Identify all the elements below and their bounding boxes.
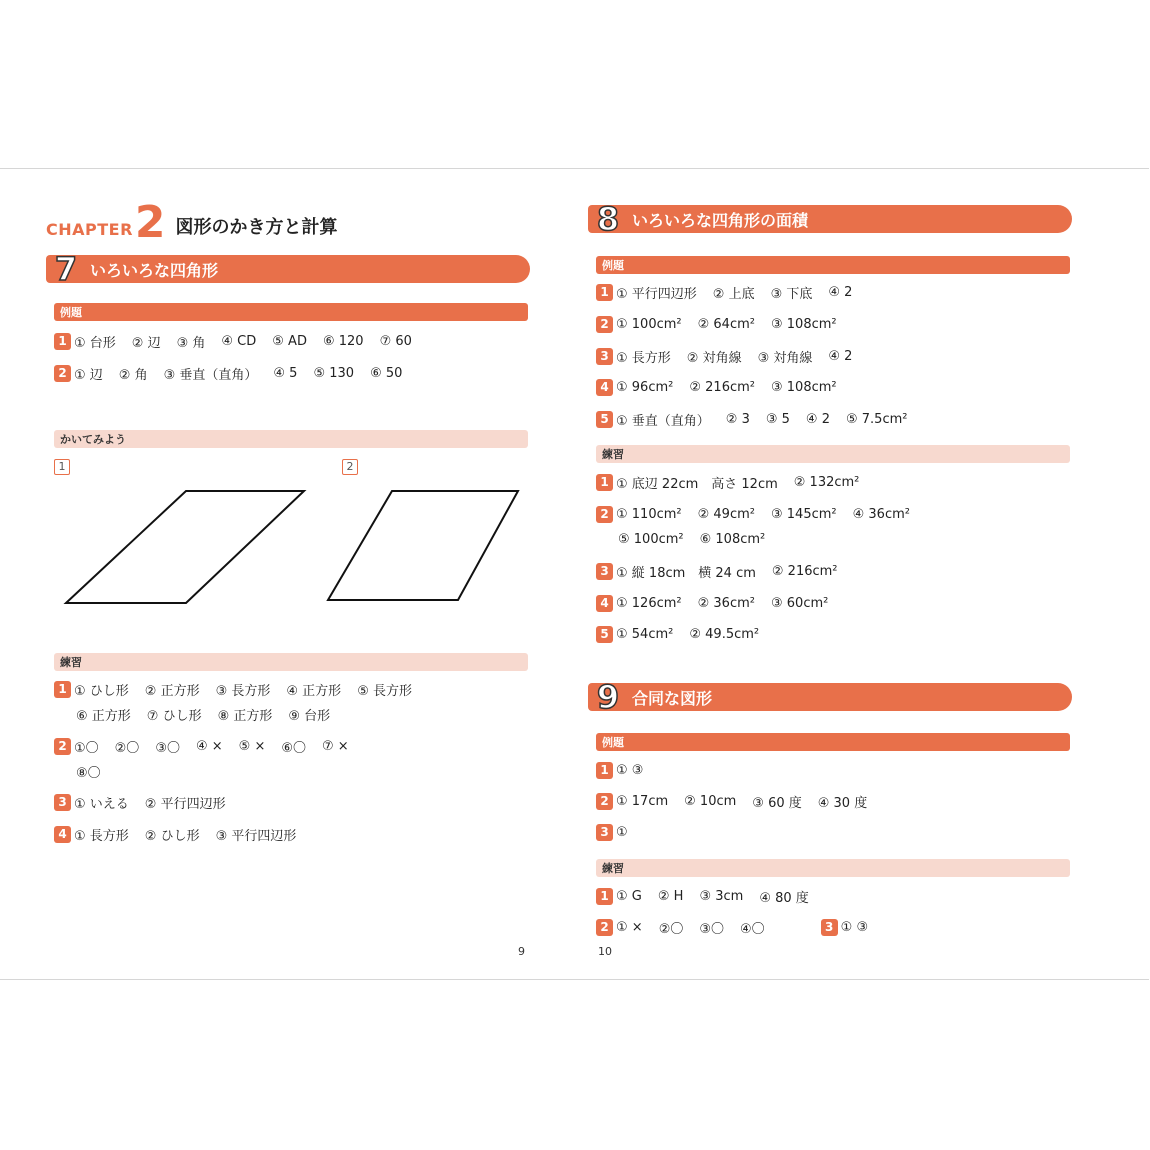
answer-row [596,313,853,335]
answer-row [596,592,844,614]
page-number: 9 [518,945,525,958]
question-number: 2 [596,793,613,810]
answer: ④ 80 度 [759,890,809,906]
section-9-header [588,678,1072,716]
answer: ① [616,824,628,840]
section-8-header [588,200,1072,238]
page-number: 10 [598,945,612,958]
answer: ① ひし形 [74,683,129,699]
answer: ④ CD [221,333,257,349]
answer: ③ 108cm² [770,379,837,395]
question-number: 3 [596,348,613,365]
answer-row [54,330,428,352]
answer: ② 3 [725,411,750,427]
answer: ④ 36cm² [852,506,910,522]
right-page [588,169,1072,979]
answer: ① 台形 [74,335,116,351]
question-number: 4 [596,379,613,396]
answer: ① 辺 [74,367,103,383]
question-number: 2 [596,316,613,333]
answer: ① 126cm² [616,595,682,611]
answer-row [596,790,883,812]
answer-row [596,916,884,938]
answer: ② 49cm² [697,506,755,522]
answer-row [54,791,242,813]
answer: ② 132cm² [793,474,860,490]
answer: ① 垂直（直角） [616,413,710,429]
answer: ② 49.5cm² [689,626,760,642]
drawing-number-2: 2 [342,459,358,475]
answer: ② 正方形 [144,683,200,699]
question-number: 4 [596,595,613,612]
chapter-word: CHAPTER [46,220,133,239]
answer-row [54,362,418,384]
answer: ②〇 [114,740,140,756]
question-number: 2 [54,365,71,382]
answer-row [596,376,853,398]
answer: ① ③ [840,919,869,935]
answer: ⑥〇 [281,740,306,756]
answer: ③〇 [155,740,180,756]
question-number: 2 [596,506,613,523]
answer: ① 17cm [616,793,669,809]
question-number: 3 [821,919,838,936]
answer-row [54,735,365,757]
answer: ⑥ 120 [322,333,364,349]
answer: ④ 2 [805,411,830,427]
question-number: 3 [596,563,613,580]
answer-row [596,281,868,303]
answer: ① ③ [616,762,644,778]
answer-row [596,345,868,367]
answer: ③ 3cm [699,888,744,904]
answer: ① 100cm² [616,316,682,332]
answer: ① 54cm² [616,626,674,642]
answer-row [596,471,875,493]
question-number: 1 [596,474,613,491]
answer: ⑤ × [238,738,266,754]
answer: ④ 30 度 [817,795,868,811]
answer: ② 216cm² [771,563,838,579]
question-number: 1 [54,333,71,350]
parallelogram-shape-1 [66,491,304,603]
answer-row [54,678,428,700]
chapter-heading [46,197,338,248]
answer: ① 110cm² [616,506,682,522]
question-number: 5 [596,626,613,643]
answer: ② 辺 [131,335,161,351]
book-spread [0,168,1149,980]
question-number: 3 [596,824,613,841]
section-title: いろいろな四角形 [90,260,219,280]
answer: ③ 対角線 [757,350,813,366]
answer: ① G [616,888,642,904]
answer: ⑧ 正方形 [217,708,273,724]
answer: ⑤ 7.5cm² [845,411,908,427]
answer: ⑥ 50 [370,365,403,381]
answer: ④ 5 [273,365,298,381]
answer: ① 長方形 [616,350,671,366]
answer: ⑧〇 [76,765,101,781]
example-label: 例題 [596,733,1070,751]
answer: ③ 145cm² [770,506,837,522]
answer: ③ 60 度 [752,795,802,811]
question-number: 1 [596,888,613,905]
left-page [46,169,530,979]
answer: ② 平行四辺形 [144,796,226,812]
practice-label: 練習 [596,445,1070,463]
answer: ① いえる [74,796,129,812]
answer-row [596,759,659,781]
answer: ⑤ 100cm² [618,531,684,547]
section-number: 7 [54,250,78,288]
answer: ③ 長方形 [215,683,271,699]
answer-row [596,623,775,645]
drawing-number-1: 1 [54,459,70,475]
answer: ① 底辺 22cm 高さ 12cm [616,476,778,492]
answer-row [76,703,346,725]
example-label: 例題 [596,256,1070,274]
answer: ① 96cm² [616,379,674,395]
practice-label: 練習 [54,653,528,671]
question-number: 4 [54,826,71,843]
answer: ①〇 [74,740,99,756]
answer: ④ 正方形 [286,683,342,699]
answer: ① 平行四辺形 [616,286,697,302]
answer: ① 縦 18cm 横 24 cm [616,565,756,581]
answer-row [54,823,312,845]
answer: ② 対角線 [686,350,742,366]
question-number: 2 [54,738,71,755]
question-number: 1 [596,762,613,779]
example-label: 例題 [54,303,528,321]
answer: ④〇 [740,921,765,937]
answer: ⑥ 108cm² [699,531,766,547]
section-number: 8 [596,200,620,238]
answer: ② 64cm² [697,316,755,332]
answer: ③ 5 [765,411,790,427]
drawing-label: かいてみよう [54,430,528,448]
answer: ③ 下底 [770,286,813,302]
answer: ② 36cm² [697,595,755,611]
section-7-header [46,250,530,288]
question-number: 1 [54,681,71,698]
section-number: 9 [596,678,620,716]
parallelogram-drawings [46,469,530,619]
answer: ③ 角 [176,335,206,351]
chapter-title: 図形のかき方と計算 [175,217,338,238]
answer: ② 216cm² [689,379,755,395]
answer: ④ 2 [828,284,853,300]
answer: ③ 60cm² [770,595,829,611]
question-number: 1 [596,284,613,301]
chapter-number: 2 [134,197,166,248]
answer: ③ 108cm² [770,316,837,332]
section-title: いろいろな四角形の面積 [632,210,809,230]
answer: ② 10cm [684,793,737,809]
answer: ⑦ ひし形 [146,708,202,724]
answer: ④ × [195,738,223,754]
question-number: 3 [54,794,71,811]
answer-row [596,885,825,907]
answer: ⑦ × [322,738,349,754]
answer: ③ 平行四辺形 [215,828,297,844]
answer: ② H [657,888,684,904]
answer: ⑤ 130 [313,365,355,381]
answer: ③ 垂直（直角） [163,367,258,383]
answer: ⑥ 正方形 [76,708,131,724]
answer: ② 角 [118,367,148,383]
answer: ⑤ 長方形 [357,683,412,699]
answer: ② 上底 [712,286,755,302]
parallelogram-shape-2 [328,491,518,600]
answer: ②〇 [658,921,684,937]
answer: ① 長方形 [74,828,129,844]
answer: ⑦ 60 [379,333,412,349]
answer-row [596,560,854,582]
answer-row [596,408,923,430]
answer: ⑨ 台形 [288,708,331,724]
question-number: 5 [596,411,613,428]
question-number: 2 [596,919,613,936]
answer: ⑤ AD [272,333,307,349]
answer: ① × [616,919,643,935]
answer-row [596,503,926,525]
section-title: 合同な図形 [632,688,713,708]
answer: ④ 2 [828,348,853,364]
answer: ② ひし形 [144,828,200,844]
answer: ③〇 [699,921,724,937]
answer-row [618,528,781,550]
practice-label: 練習 [596,859,1070,877]
answer-row [596,821,644,843]
answer-row [76,760,117,782]
